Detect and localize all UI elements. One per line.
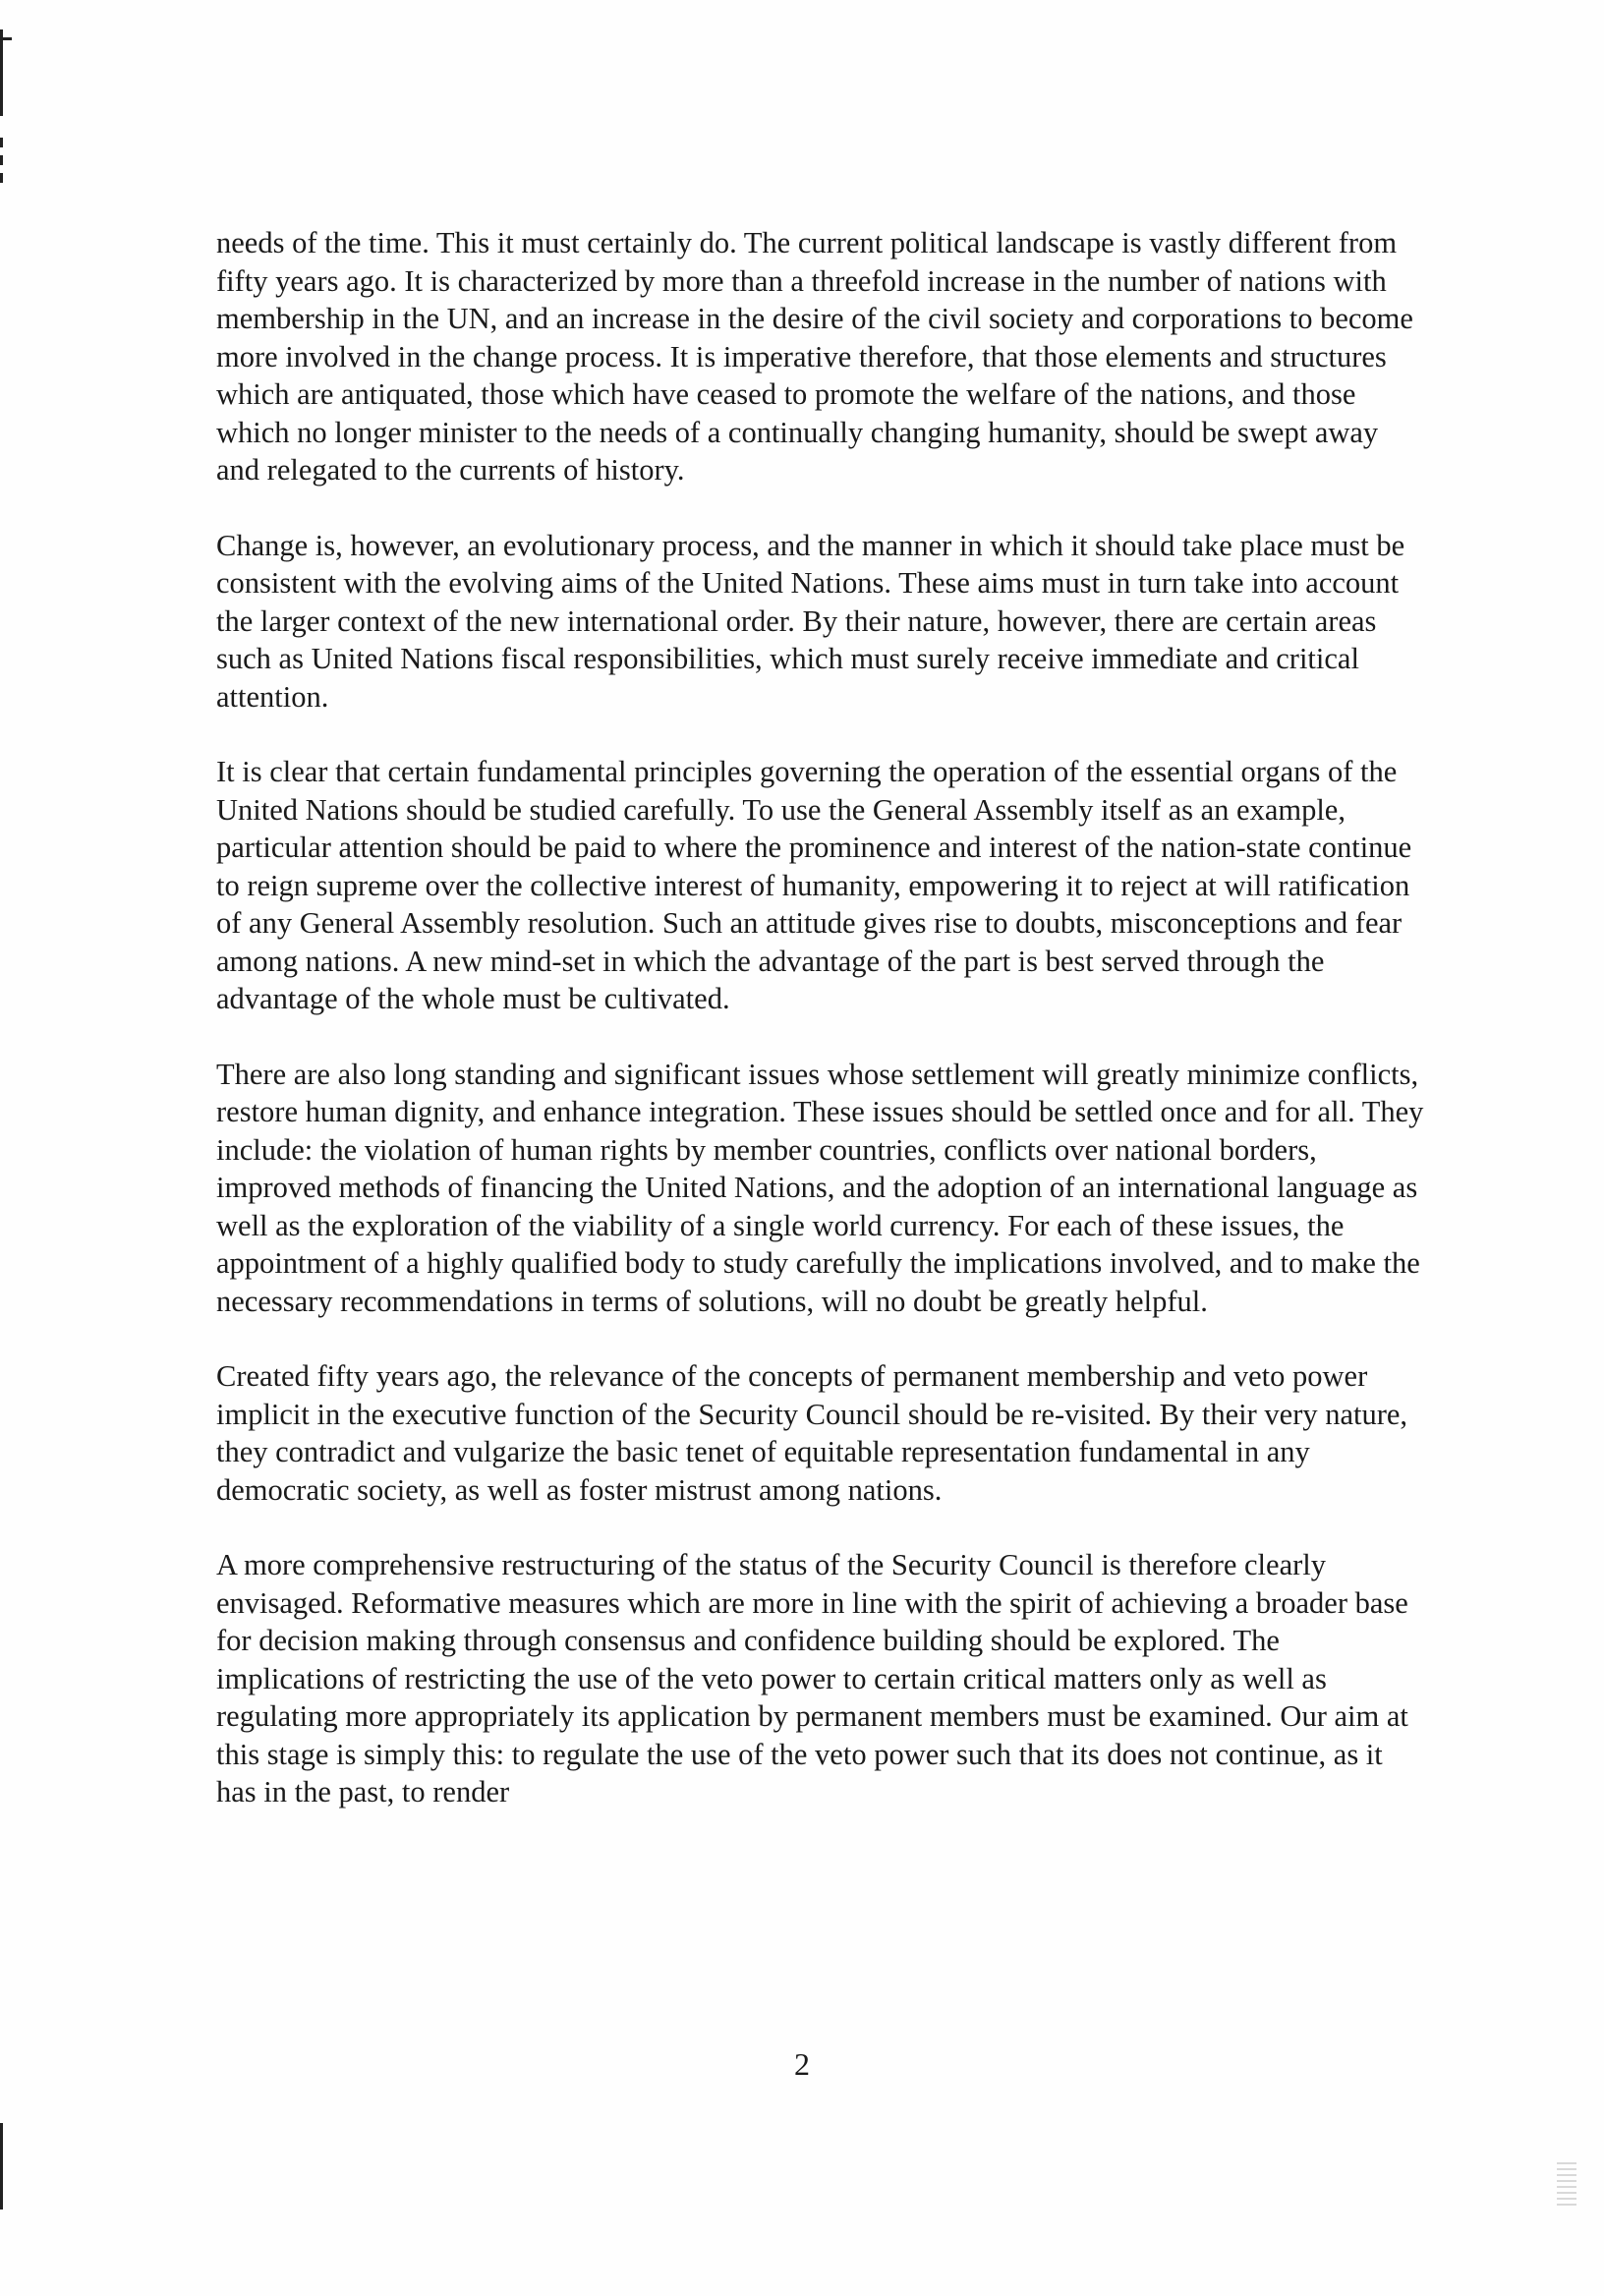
paragraph: needs of the time. This it must certainly do. The current political landscape is vastly different from fifty years ago. It is characterized by more than a threefold increase in the number of nations with membership in the UN, and an increase in the desire of the civil society and corporations to become more involved in the change process. It is imperative therefore, that those elements and structures which are antiquated, those which have ceased to promote the welfare of the nations, and those which no longer minister to the needs of a continually changing humanity, should be swept away and relegated to the currents of history. [216,226,1413,487]
scan-edge-dash [0,155,3,165]
paragraph: There are also long standing and significant issues whose settlement will greatly minimize conflicts, restore human dignity, and enhance integration. These issues should be settled once and for all. They include: the violation of human rights by member countries, conflicts over national borders, improved methods of financing the United Nations, and the adoption of an international language as well as the exploration of the viability of a single world currency. For each of these issues, the appointment of a highly qualified body to study carefully the implications involved, and to make the necessary recommendations in terms of solutions, will no doubt be greatly helpful. [216,1057,1424,1318]
scan-edge-mark [0,2123,3,2210]
paragraph: Created fifty years ago, the relevance of the concepts of permanent membership and veto power implicit in the executive function of the Security Council should be re-visited. By their very nature, they contradict and vulgarize the basic tenet of equitable representation fundamental in any democratic society, as well as foster mistrust among nations. [216,1359,1408,1507]
scan-edge-mark [0,29,3,116]
page-number: 2 [794,2046,810,2082]
scan-edge-dash [0,138,3,147]
paragraph: It is clear that certain fundamental principles governing the operation of the essential organs of the United Nations should be studied carefully. To use the General Assembly itself as an example, particular attention should be paid to where the prominence and interest of the nation-state continue to reign supreme over the collective interest of humanity, empowering it to reject at will ratification of any General Assembly resolution. Such an attitude gives rise to doubts, misconceptions and fear among nations. A new mind-set in which the advantage of the part is best served through the advantage of the whole must be cultivated. [216,755,1412,1015]
scan-edge-tick [0,37,12,40]
scan-noise [1557,2162,1576,2206]
scan-edge-dash [0,173,3,183]
paragraph: A more comprehensive restructuring of the status of the Security Council is therefore clearly envisaged. Reformative measures which are more in line with the spirit of achieving a broader base for decision making through consensus and confidence building should be explored. The implications of restricting the use of the veto power to certain critical matters only as well as regulating more appropriately its application by permanent members must be examined. Our aim at this stage is simply this: to regulate the use of the veto power such that its does not continue, as it has in the past, to render [216,1548,1408,1808]
body-text [216,224,1425,1849]
paragraph: Change is, however, an evolutionary process, and the manner in which it should take place must be consistent with the evolving aims of the United Nations. These aims must in turn take into account the larger context of the new international order. By their nature, however, there are certain areas such as United Nations fiscal responsibilities, which must surely receive immediate and critical attention. [216,528,1405,714]
